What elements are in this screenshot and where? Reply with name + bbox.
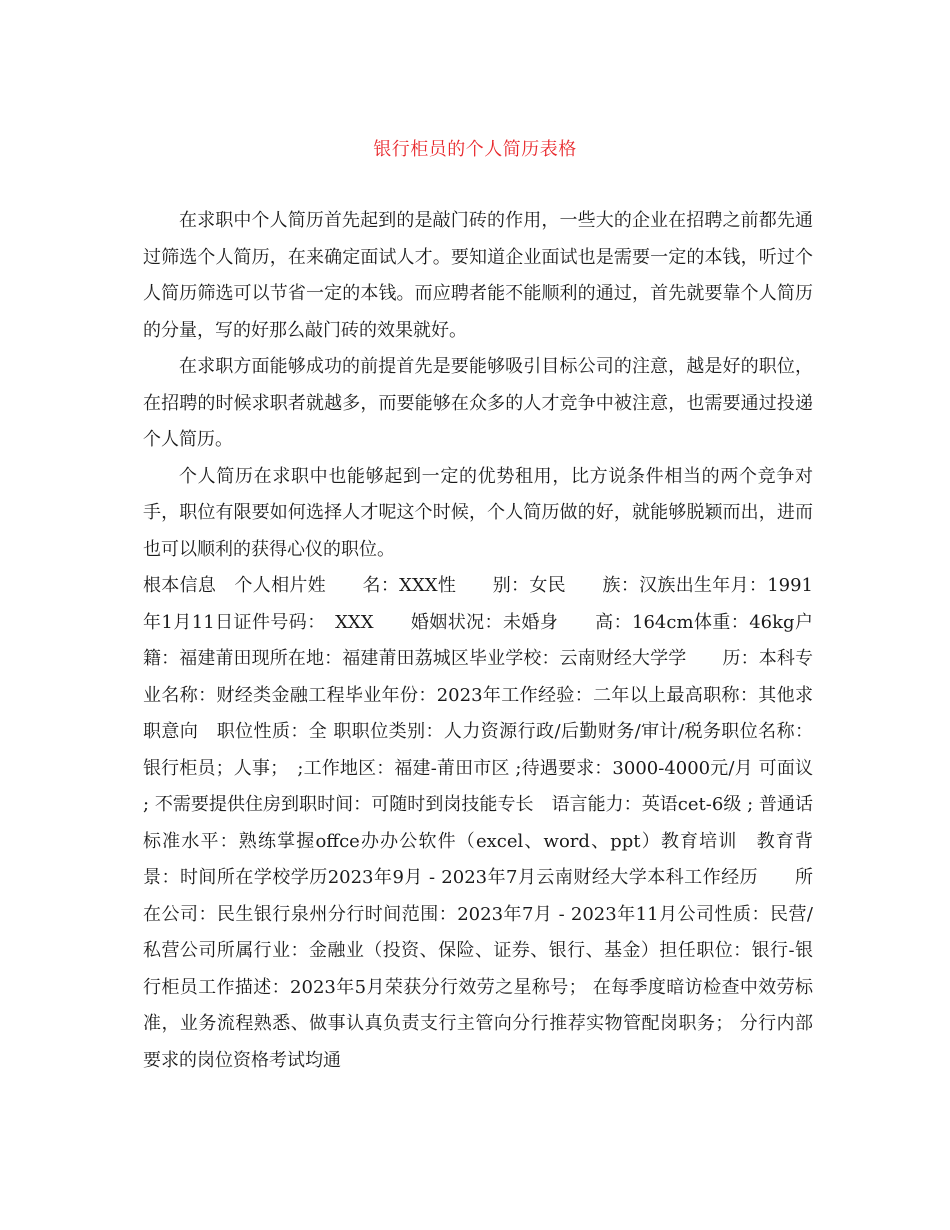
document-title: 银行柜员的个人简历表格: [373, 139, 577, 160]
resume-details: 根本信息 个人相片姓 名：XXX性 别：女民 族：汉族出生年月：1991年1月11日证件号码： XXX 婚姻状况：未婚身 高：164cm体重：46kg户 籍：福建莆田现所在地：福建莆田荔城区毕业学校：云南财经大学学 历：本科专业名称：财经类金融工程毕业年份：2023年工作经验：二年以上最高职称：其他求职意向 职位性质：全 职职位类别：人力资源行政/后勤财务/审计/税务职位名称：银行柜员；人事； ;工作地区：福建-莆田市区 ;待遇要求：3000-4000元/月 可面议 ; 不需要提供住房到职时间：可随时到岗技能专长 语言能力：英语cet-6级 ; 普通话 标准水平：熟练掌握offce办办公软件（excel、word、ppt）教育培训 教育背景：时间所在学校学历2023年9月 - 2023年7月云南财经大学本科工作经历 所在公司：民生银行泉州分行时间范围：2023年7月 - 2023年11月公司性质：民营/私营公司所属行业：金融业（投资、保险、证券、银行、基金）担任职位：银行-银行柜员工作描述：2023年5月荣获分行效劳之星称号； 在每季度暗访检查中效劳标准，业务流程熟悉、做事认真负责支行主管向分行推荐实物管配岗职务； 分行内部要求的岗位资格考试均通: [143, 575, 849, 1071]
intro-paragraph-3: 个人简历在求职中也能够起到一定的优势租用，比方说条件相当的两个竞争对手，职位有限要如何选择人才呢这个时候，个人简历做的好，就能够脱颖而出，进而也可以顺利的获得心仪的职位。: [143, 465, 813, 560]
intro-paragraph-2: 在求职方面能够成功的前提首先是要能够吸引目标公司的注意，越是好的职位，在招聘的时候求职者就越多，而要能够在众多的人才竞争中被注意，也需要通过投递个人简历。: [143, 356, 813, 450]
document-body: [143, 203, 849, 1079]
intro-paragraph-1: 在求职中个人简历首先起到的是敲门砖的作用，一些大的企业在招聘之前都先通过筛选个人简历，在来确定面试人才。要知道企业面试也是需要一定的本钱，听过个人简历筛选可以节省一定的本钱。而应聘者能不能顺利的通过，首先就要靠个人简历的分量，写的好那么敲门砖的效果就好。: [143, 210, 813, 341]
